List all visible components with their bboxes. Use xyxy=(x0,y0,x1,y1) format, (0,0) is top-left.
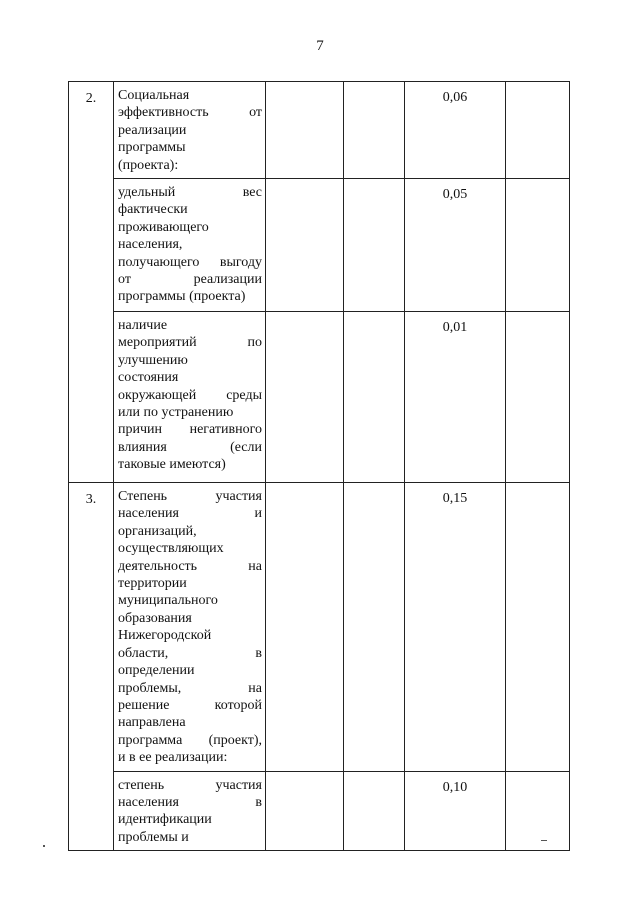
criterion-cell xyxy=(114,771,266,851)
empty-cell xyxy=(344,179,405,312)
criterion-line: улучшению xyxy=(118,352,188,368)
empty-cell xyxy=(506,179,570,312)
criterion-line: населения и xyxy=(118,506,262,522)
criterion-line: Степень участия xyxy=(118,489,262,505)
weight-value: 0,05 xyxy=(442,187,468,203)
criterion-line: причин негативного xyxy=(118,422,262,438)
row-number-cell xyxy=(69,82,114,483)
criterion-cell xyxy=(114,483,266,772)
criterion-line: муниципального xyxy=(118,593,218,609)
criterion-line: или по устранению xyxy=(118,405,234,421)
criterion-line: осуществляющих xyxy=(118,541,224,557)
criterion-line: состояния xyxy=(118,370,179,386)
empty-cell xyxy=(266,771,344,851)
weight-cell xyxy=(405,179,506,312)
empty-cell xyxy=(266,483,344,772)
criterion-line: получающего выгоду xyxy=(118,254,262,270)
criterion-line: программа (проект), xyxy=(118,732,262,748)
empty-cell xyxy=(344,771,405,851)
empty-cell xyxy=(506,771,570,851)
criterion-line: Социальная xyxy=(118,88,190,103)
criterion-line: направлена xyxy=(118,715,186,731)
empty-cell xyxy=(266,82,344,179)
criterion-line: фактически xyxy=(118,202,188,218)
criterion-line: влияния (если xyxy=(118,439,262,455)
criterion-line: наличие xyxy=(118,318,168,334)
empty-cell xyxy=(266,179,344,312)
row-number: 3. xyxy=(85,492,97,508)
criterion-line: окружающей среды xyxy=(118,387,262,403)
weight-value: 0,10 xyxy=(442,779,468,795)
criterion-line: образования xyxy=(118,610,192,626)
criterion-line: от реализации xyxy=(118,272,262,288)
criterion-line: мероприятий по xyxy=(118,335,262,351)
criterion-line: удельный вес xyxy=(118,185,262,201)
criterion-line: определении xyxy=(118,663,195,679)
empty-cell xyxy=(506,82,570,179)
criterion-line: проблемы, на xyxy=(118,680,262,696)
weight-cell xyxy=(405,483,506,772)
weight-cell xyxy=(405,771,506,851)
empty-cell xyxy=(344,82,405,179)
criterion-line: проблемы и xyxy=(118,829,189,845)
weight-cell xyxy=(405,312,506,483)
criterion-line: (проекта): xyxy=(118,157,179,173)
criterion-line: программы (проекта) xyxy=(118,289,246,305)
criterion-line: проживающего xyxy=(118,219,209,235)
criterion-line: степень участия xyxy=(118,777,262,793)
table-row xyxy=(69,771,570,851)
weight-value: 0,06 xyxy=(442,90,468,105)
weight-value: 0,01 xyxy=(442,320,468,336)
row-number-cell xyxy=(69,483,114,851)
empty-cell xyxy=(506,483,570,772)
weight-value: 0,15 xyxy=(442,491,468,507)
criterion-line: территории xyxy=(118,576,187,592)
empty-cell xyxy=(344,483,405,772)
criterion-cell xyxy=(114,179,266,312)
criterion-line: деятельность на xyxy=(118,558,262,574)
criterion-line: таковые имеются) xyxy=(118,457,226,473)
row-number: 2. xyxy=(85,91,97,106)
criterion-line: программы xyxy=(118,140,186,156)
criterion-line: Нижегородской xyxy=(118,628,212,644)
table-row xyxy=(69,179,570,312)
page-number: 7 xyxy=(316,38,324,54)
table-row xyxy=(69,483,570,772)
criterion-line: эффективность от xyxy=(118,105,262,121)
criterion-line: населения в xyxy=(118,794,262,810)
scan-speck xyxy=(541,840,547,841)
empty-cell xyxy=(266,312,344,483)
empty-cell xyxy=(506,312,570,483)
criterion-cell xyxy=(114,82,266,179)
table-row xyxy=(69,312,570,483)
table-row xyxy=(69,82,570,179)
criterion-line: области, в xyxy=(118,645,262,661)
criterion-line: реализации xyxy=(118,122,187,138)
criterion-line: решение которой xyxy=(118,697,262,713)
criterion-line: населения, xyxy=(118,237,183,253)
criteria-table xyxy=(68,81,570,851)
criterion-cell xyxy=(114,312,266,483)
empty-cell xyxy=(344,312,405,483)
weight-cell xyxy=(405,82,506,179)
criterion-line: организаций, xyxy=(118,523,197,539)
scan-speck xyxy=(43,845,45,847)
criterion-line: и в ее реализации: xyxy=(118,750,228,766)
criterion-line: идентификации xyxy=(118,812,212,828)
